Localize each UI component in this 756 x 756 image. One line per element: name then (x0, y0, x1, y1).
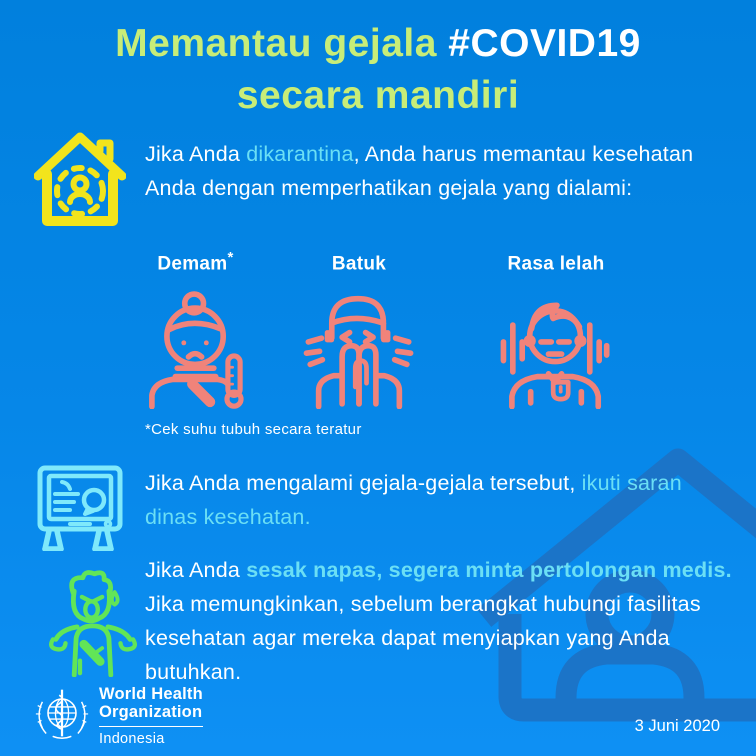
who-logo-text (99, 685, 203, 747)
title-line2: secara mandiri (236, 74, 520, 117)
tv-news-icon (36, 461, 124, 551)
emergency-text-before: Jika Anda (145, 558, 247, 582)
advice-highlight: ikuti saran dinas kesehatan. (145, 471, 682, 529)
emergency-text (145, 553, 743, 689)
who-region: Indonesia (99, 731, 165, 747)
symptom-cough (288, 249, 430, 414)
fatigued-person-icon (495, 287, 617, 409)
who-org-name: World Health Organization (99, 685, 203, 727)
title-line1 (0, 18, 756, 70)
advice-text (145, 466, 727, 534)
quarantine-text-before: Jika Anda (145, 142, 247, 166)
quarantine-highlight: dikarantina (246, 142, 354, 166)
publish-date: 3 Juni 2020 (634, 717, 720, 735)
symptom-cough-label: Batuk (331, 253, 387, 275)
symptoms-footnote: *Cek suhu tubuh secara teratur (145, 421, 362, 438)
title-hashtag: #COVID19 (448, 22, 641, 65)
title-line1-green: Memantau gejala (115, 22, 449, 65)
emergency-highlight: sesak napas, segera minta pertolongan medis. (246, 558, 732, 582)
page-title (0, 18, 756, 122)
quarantine-text-after: , Anda harus memantau kesehatan Anda dengan memperhatikan gejala yang dialami: (145, 142, 694, 200)
emergency-text-after: Jika memungkinkan, sebelum berangkat hubungi fasilitas kesehatan agar mereka dapat menyiapkan yang Anda butuhkan. (145, 592, 701, 684)
fever-person-icon (135, 287, 257, 409)
symptom-fever-label: Demam* (157, 249, 234, 275)
who-emblem-icon (34, 685, 90, 741)
symptom-fatigue (460, 249, 652, 414)
quarantine-text (145, 137, 733, 205)
advice-text-before: Jika Anda mengalami gejala-gejala tersebut, (145, 471, 582, 495)
coughing-person-icon (298, 287, 420, 409)
symptom-fatigue-label: Rasa lelah (507, 253, 605, 275)
breathless-person-icon (47, 569, 139, 677)
who-logo (34, 685, 203, 747)
house-quarantine-icon (34, 129, 126, 226)
symptom-fever (113, 249, 278, 414)
